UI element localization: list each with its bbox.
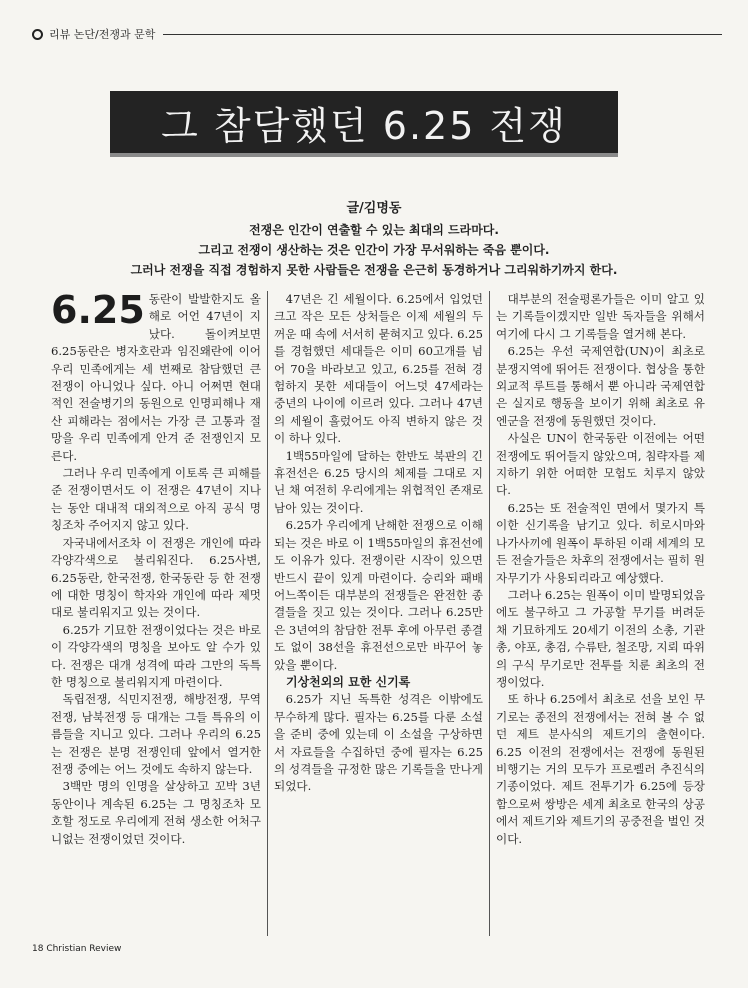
paragraph: 6.25가 우리에게 난해한 전쟁으로 이해되는 것은 바로 이 1백55마일의 휴전선에도 이유가 있다. 전쟁이란 시작이 있으면 반드시 끝이 있게 마련이다. 승리와 패배 어느쪽이든 대부분의 전쟁들은 완전한 종결들을 짓고 있는 것이다. 그러나 6.25만은 3년여의 참담한 전투 후에 아무런 종결도 없이 38선을 휴전선으로만 바꾸어 놓았을 뿐이다. <box>274 518 483 672</box>
paragraph: 사실은 UN이 한국동란 이전에는 어떤 전쟁에도 뛰어들지 않았으며, 침략자를 제지하기 위한 어떠한 모험도 치루지 않았다. <box>496 431 705 498</box>
lead-line: 그리고 전쟁이 생산하는 것은 인간이 가장 무서워하는 죽음 뿐이다. <box>198 243 550 257</box>
paragraph: 그러나 6.25는 원폭이 이미 발명되었음에도 불구하고 그 가공할 무기를 버려둔 채 기묘하게도 20세기 이전의 소총, 기관총, 야포, 총검, 수류탄, 철조망, 지뢰 따위의 구식 무기로만 전투를 치룬 최초의 전쟁이었다. <box>496 587 705 689</box>
page-footer: 18 Christian Review <box>32 944 122 954</box>
header-rule <box>163 34 722 35</box>
article-title: 그 참담했던 6.25 전쟁 <box>161 103 567 148</box>
paragraph: 6.25가 기묘한 전쟁이었다는 것은 바로 이 각양각색의 명칭을 보아도 알 수가 있다. 전쟁은 대개 성격에 따라 그만의 독특한 명칭으로 불리워지게 마련이다. <box>51 622 261 689</box>
paragraph: 3백만 명의 인명을 살상하고 꼬박 3년 동안이나 계속된 6.25는 그 명칭조차 모호할 정도로 우리에게 전혀 생소한 어처구니없는 전쟁이었던 것이다. <box>51 779 261 846</box>
dropcap: 6.25 <box>51 291 145 332</box>
article-lead <box>0 220 748 280</box>
paragraph: 6.25는 우선 국제연합(UN)이 최초로 분쟁지역에 뛰어든 전쟁이다. 협상을 통한 외교적 루트를 통해서 뿐 아니라 국제연합은 실지로 행동을 보이기 위해 최초로 유엔군을 전쟁에 동원했던 것이다. <box>496 344 705 428</box>
paragraph: 6.25가 지닌 독특한 성격은 이밖에도 무수하게 많다. 필자는 6.25를 다룬 소설을 준비 중에 있는데 이 소설을 구상하면서 자료들을 수집하던 중에 필자는 6.25의 성격들을 규정한 많은 기록들을 만나게 되었다. <box>274 692 483 794</box>
paragraph-text: 동란이 발발한지도 올해로 어언 47년이 지났다. 돌이켜보면 6.25동란은 병자호란과 임진왜란에 이어 우리 민족에게는 세 번째로 참담했던 큰 전쟁이 아니었나 싶다. 아니 어쩌면 현대적인 전술병기의 동원으로 인명피해나 재산 피해라는 점에서는 가장 큰 고통과 절망을 우리 민족에게 안겨 준 전쟁인지 모른다. <box>51 292 261 463</box>
article-body <box>45 291 713 936</box>
section-header <box>32 25 722 43</box>
lead-line: 전쟁은 인간이 연출할 수 있는 최대의 드라마다. <box>249 223 499 237</box>
column-1 <box>45 291 267 936</box>
paragraph: 대부분의 전술평론가들은 이미 알고 있는 기록들이겠지만 일반 독자들을 위해서 여기에 다시 그 기록들을 열거해 본다. <box>496 292 705 341</box>
paragraph: 47년은 긴 세월이다. 6.25에서 입었던 크고 작은 모든 상처들은 이제 세월의 두꺼운 때 속에 서서히 묻혀지고 있다. 6.25를 경험했던 세대들은 이미 60고개를 넘어 70을 바라보고 있고, 6.25를 전혀 경험하지 못한 세대들이 어느덧 47세라는 중년의 나이에 이르러 있다. 그러나 47년의 세월이 흘렀어도 아직 변하지 않은 것이 하나 있다. <box>274 292 483 446</box>
paragraph: 6.25는 또 전술적인 면에서 몇가지 특이한 신기록을 남기고 있다. 히로시마와 나가사끼에 원폭이 투하된 이래 세계의 모든 전술가들은 차후의 전쟁에서는 필히 원자무기가 사용되리라고 예상했다. <box>496 500 705 585</box>
subheading: 기상천외의 묘한 신기록 <box>286 674 411 689</box>
column-2 <box>267 291 489 936</box>
article-title-box <box>110 91 618 157</box>
bullet-circle-icon <box>32 29 43 40</box>
paragraph: 자국내에서조차 이 전쟁은 개인에 따라 각양각색으로 불리워진다. 6.25사변, 6.25동란, 한국전쟁, 한국동란 등 한 전쟁에 대한 명칭이 학자와 개인에 따라 제멋대로 불리워지고 있는 것이다. <box>51 535 261 620</box>
column-3 <box>489 291 711 936</box>
paragraph: 1백55마일에 달하는 한반도 북판의 긴 휴전선은 6.25 당시의 체제를 그대로 지닌 채 여전히 우리에게는 위협적인 존재로 남아 있는 것이다. <box>274 448 483 515</box>
paragraph <box>51 291 261 465</box>
paragraph: 그러나 우리 민족에게 이토록 큰 피해를 준 전쟁이면서도 이 전쟁은 47년이 지나는 동안 대내적 대외적으로 아직 공식 명칭조차 주어지지 않고 있다. <box>51 466 261 533</box>
section-label: 리뷰 논단/전쟁과 문학 <box>49 28 156 41</box>
lead-line: 그러나 전쟁을 직접 경험하지 못한 사람들은 전쟁을 은근히 동경하거나 그리워하기까지 한다. <box>130 263 618 277</box>
paragraph: 또 하나 6.25에서 최초로 선을 보인 무기로는 종전의 전쟁에서는 전혀 볼 수 없던 제트 분사식의 제트기의 출현이다. 6.25 이전의 전쟁에서는 전쟁에 동원된 비행기는 거의 모두가 프로펠러 추진식의 기종이었다. 제트 전투기가 6.25에 등장함으로써 쌍방은 세계 최초로 한국의 상공에서 제트기와 제트기의 공중전을 벌인 것이다. <box>496 692 705 846</box>
article-author: 글/김명동 <box>346 201 402 216</box>
paragraph: 독립전쟁, 식민지전쟁, 해방전쟁, 무역전쟁, 남북전쟁 등 대개는 그들 특유의 이름들을 지니고 있다. 그러나 우리의 6.25는 전쟁은 분명 전쟁인데 앞에서 열거한 전쟁 중에는 어느 것에도 속하지 않는다. <box>51 692 261 776</box>
